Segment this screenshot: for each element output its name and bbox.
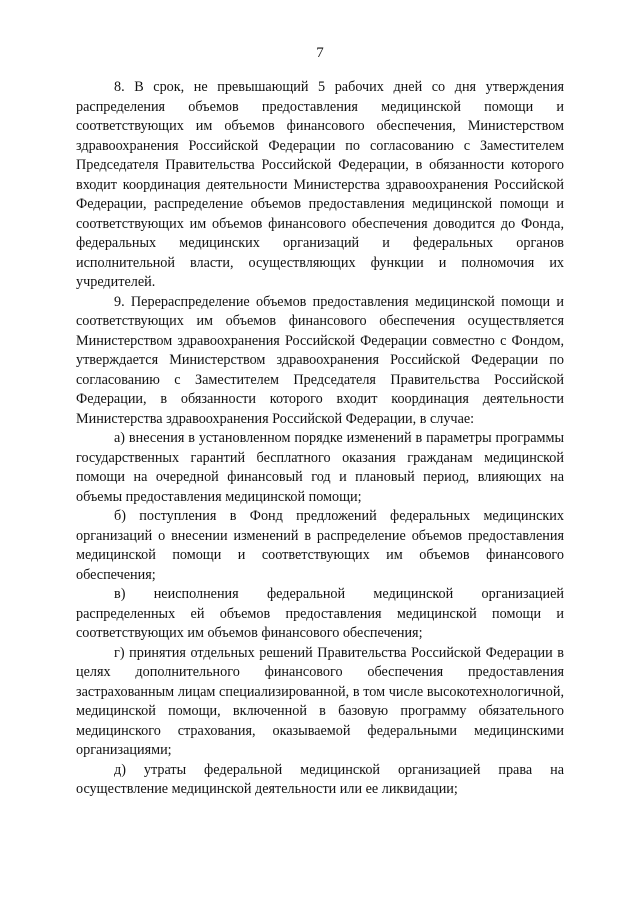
- paragraph-9-g: г) принятия отдельных решений Правительства Российской Федерации в целях дополнительного финансового обеспечения предоставления застрахованным лицам специализированной, в том числе высокотехнологичной, медицинской помощи, включенной в базовую программу обязательного медицинского страхования, оказываемой федеральными медицинскими организациями;: [76, 644, 564, 758]
- paragraph-9-d: д) утраты федеральной медицинской организацией права на осуществление медицинской деятельности или ее ликвидации;: [76, 761, 564, 797]
- page-number: 7: [316, 45, 324, 61]
- document-body: [76, 78, 564, 800]
- paragraph-8: 8. В срок, не превышающий 5 рабочих дней со дня утверждения распределения объемов предоставления медицинской помощи и соответствующих им объемов финансового обеспечения, Министерством здравоохранения Российской Федерации по согласованию с Заместителем Председателя Правительства Российской Федерации, в обязанности которого входит координация деятельности Министерства здравоохранения Российской Федерации, распределение объемов предоставления медицинской помощи и соответствующих им объемов финансового обеспечения доводится до Фонда, федеральных медицинских организаций и федеральных органов исполнительной власти, осуществляющих функции и полномочия их учредителей.: [76, 79, 564, 290]
- paragraph-9: 9. Перераспределение объемов предоставления медицинской помощи и соответствующих им объемов финансового обеспечения осуществляется Министерством здравоохранения Российской Федерации совместно с Фондом, утверждается Министерством здравоохранения Российской Федерации по согласованию с Заместителем Председателя Правительства Российской Федерации, в обязанности которого входит координация деятельности Министерства здравоохранения Российской Федерации, в случае:: [76, 293, 564, 427]
- paragraph-9-v: в) неисполнения федеральной медицинской организацией распределенных ей объемов предоставления медицинской помощи и соответствующих им объемов финансового обеспечения;: [76, 586, 564, 641]
- paragraph-9-b: б) поступления в Фонд предложений федеральных медицинских организаций о внесении изменений в распределение объемов предоставления медицинской помощи и соответствующих им объемов финансового обеспечения;: [76, 508, 564, 583]
- paragraph-9-a: а) внесения в установленном порядке изменений в параметры программы государственных гарантий бесплатного оказания гражданам медицинской помощи на очередной финансовый год и плановый период, влияющих на объемы предоставления медицинской помощи;: [76, 430, 564, 505]
